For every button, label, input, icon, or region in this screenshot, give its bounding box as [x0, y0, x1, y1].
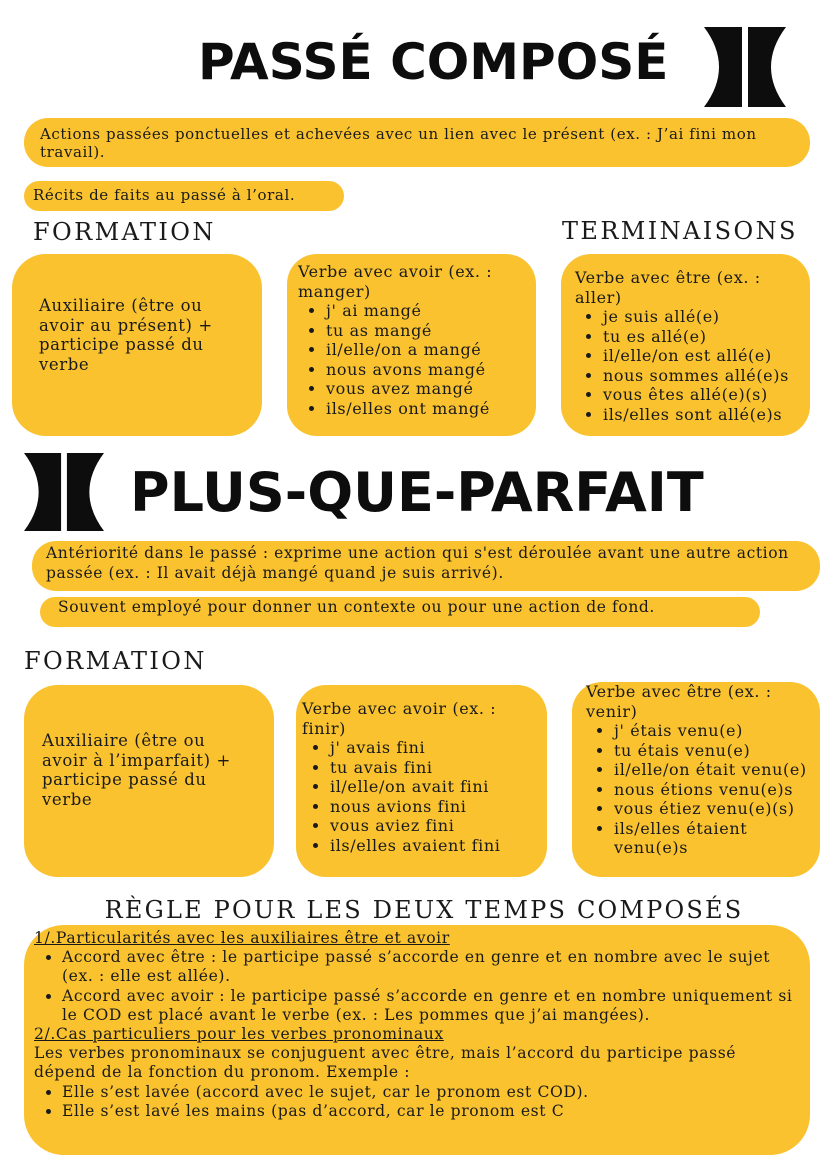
etre-title: Verbe avec être (ex. : venir) [586, 682, 772, 721]
conjugation-item: • nous étions venu(e)s [614, 780, 816, 800]
pqp-avoir-box [296, 685, 547, 877]
etre-list [575, 307, 806, 424]
conjugation-item: • il/elle/on est allé(e) [603, 346, 806, 366]
conjugation-item: • nous avons mangé [326, 360, 530, 380]
usage-text: Actions passées ponctuelles et achevées avec un lien avec le présent (ex. : J’ai fini mon travail). [40, 125, 757, 161]
conjugation-item: • il/elle/on a mangé [326, 340, 530, 360]
conjugation-item: • j' ai mangé [326, 301, 530, 321]
pqp-usage-1 [32, 541, 820, 591]
conjugation-item: • tu as mangé [326, 321, 530, 341]
avoir-title: Verbe avec avoir (ex. : finir) [302, 699, 497, 738]
conjugation-item: • nous sommes allé(e)s [603, 366, 806, 386]
conjugation-item: • ils/elles sont allé(e)s [603, 405, 806, 425]
regle-part2-list [34, 1083, 802, 1121]
pqp-formation-box [24, 685, 274, 877]
etre-title: Verbe avec être (ex. : aller) [575, 268, 761, 307]
logo-icon [24, 452, 104, 532]
passe-compose-usage-2 [24, 181, 344, 211]
conjugation-item: • vous êtes allé(e)(s) [603, 385, 806, 405]
conjugation-item: • ils/elles avaient fini [330, 836, 543, 856]
pqp-formation-heading: FORMATION [24, 647, 207, 675]
passe-compose-avoir-box [287, 254, 536, 436]
conjugation-item: • ils/elles ont mangé [326, 399, 530, 419]
passe-compose-etre-box [561, 254, 810, 436]
pqp-etre-box [572, 682, 820, 877]
rule-item: • Elle s’est lavé les mains (pas d’accord, car le pronom est C [62, 1102, 802, 1121]
formation-text: Auxiliaire (être ou avoir à l’imparfait) + participe passé du verbe [42, 731, 231, 809]
terminaisons-heading: TERMINAISONS [562, 217, 798, 245]
conjugation-item: • il/elle/on était venu(e) [614, 760, 816, 780]
avoir-title: Verbe avec avoir (ex. : manger) [298, 262, 493, 301]
conjugation-item: • vous étiez venu(e)(s) [614, 799, 816, 819]
logo-icon [704, 27, 786, 107]
avoir-list [302, 738, 543, 855]
conjugation-item: • j' étais venu(e) [614, 721, 816, 741]
conjugation-item: • ils/elles étaient venu(e)s [614, 819, 816, 858]
regle-part2-text: Les verbes pronominaux se conjuguent avec être, mais l’accord du participe passé dépend de la fonction du pronom. Exemple : [34, 1044, 737, 1082]
formation-text: Auxiliaire (être ou avoir au présent) + participe passé du verbe [39, 296, 213, 374]
conjugation-item: • tu étais venu(e) [614, 741, 816, 761]
passe-compose-usage-1 [24, 118, 810, 167]
rule-item: • Accord avec avoir : le participe passé s’accorde en genre et en nombre uniquement si le COD est placé avant le verbe (ex. : Les pommes que j’ai mangées). [62, 987, 802, 1025]
conjugation-item: • tu avais fini [330, 758, 543, 778]
conjugation-item: • nous avions fini [330, 797, 543, 817]
regle-heading: RÈGLE POUR LES DEUX TEMPS COMPOSÉS [104, 896, 744, 924]
avoir-list [298, 301, 530, 418]
etre-list [586, 721, 816, 858]
regle-part2-title: 2/.Cas particuliers pour les verbes pronominaux [34, 1025, 444, 1044]
regle-part1-list [34, 948, 802, 1025]
usage-text: Souvent employé pour donner un contexte ou pour une action de fond. [58, 598, 655, 616]
passe-compose-title: PASSÉ COMPOSÉ [198, 33, 669, 91]
passe-compose-formation-heading: FORMATION [33, 218, 216, 246]
passe-compose-formation-box [12, 254, 262, 436]
conjugation-item: • j' avais fini [330, 738, 543, 758]
conjugation-item: • tu es allé(e) [603, 327, 806, 347]
rule-item: • Accord avec être : le participe passé s’accorde en genre et en nombre avec le sujet (ex. : elle est allée). [62, 948, 802, 986]
conjugation-item: • il/elle/on avait fini [330, 777, 543, 797]
conjugation-item: • je suis allé(e) [603, 307, 806, 327]
conjugation-item: • vous avez mangé [326, 379, 530, 399]
regle-part1-title: 1/.Particularités avec les auxiliaires être et avoir [34, 929, 450, 947]
regle-box [24, 925, 810, 1155]
usage-text: Antériorité dans le passé : exprime une action qui s'est déroulée avant une autre action passée (ex. : Il avait déjà mangé quand je suis arrivé). [46, 544, 789, 582]
plus-que-parfait-title: PLUS-QUE-PARFAIT [130, 461, 704, 524]
pqp-usage-2 [40, 597, 760, 627]
conjugation-item: • vous aviez fini [330, 816, 543, 836]
usage-text: Récits de faits au passé à l’oral. [33, 186, 296, 204]
rule-item: • Elle s’est lavée (accord avec le sujet, car le pronom est COD). [62, 1083, 802, 1102]
